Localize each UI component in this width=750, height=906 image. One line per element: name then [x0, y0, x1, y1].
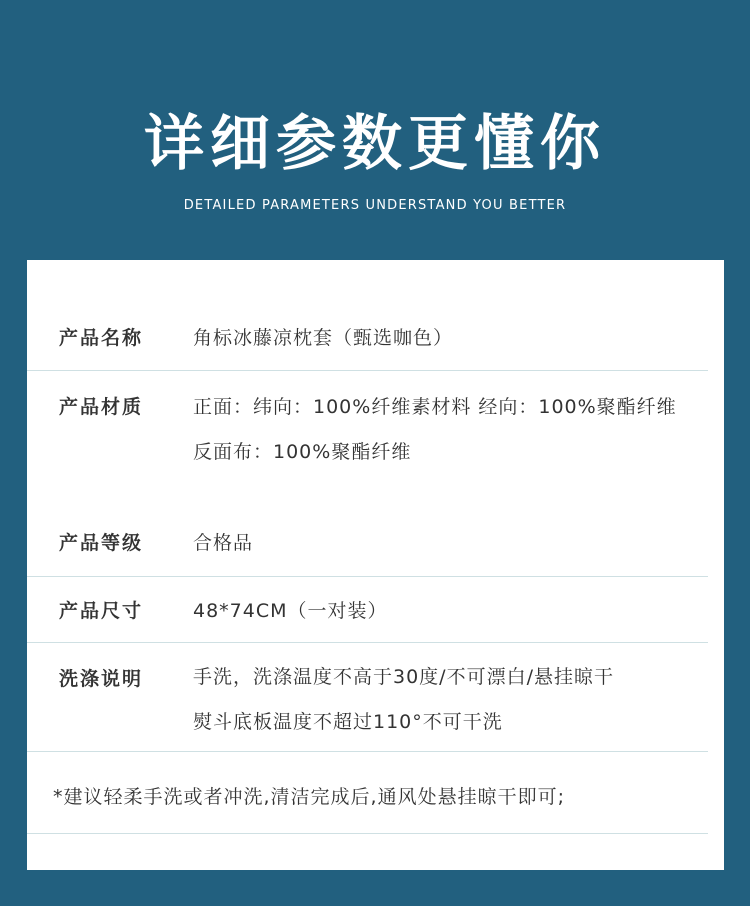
- param-value-grade: 合格品: [193, 532, 254, 554]
- row-divider: [27, 576, 708, 577]
- param-value-washing-line2: 熨斗底板温度不超过110°不可干洗: [193, 711, 503, 733]
- care-note: *建议轻柔手洗或者冲洗,清洁完成后,通风处悬挂晾干即可;: [53, 786, 565, 808]
- row-divider: [27, 642, 708, 643]
- param-value-material-line2: 反面布：100%聚酯纤维: [193, 441, 412, 463]
- param-value-name: 角标冰藤凉枕套（甄选咖色）: [193, 327, 454, 349]
- param-value-size: 48*74CM（一对装）: [193, 600, 388, 622]
- page-subtitle: DETAILED PARAMETERS UNDERSTAND YOU BETTER: [183, 198, 567, 213]
- row-divider: [27, 370, 708, 371]
- row-divider: [27, 833, 708, 834]
- param-value-washing-line1: 手洗，洗涤温度不高于30度/不可漂白/悬挂晾干: [193, 666, 614, 688]
- row-divider: [27, 751, 708, 752]
- param-label-grade: 产品等级: [59, 532, 144, 554]
- param-label-size: 产品尺寸: [59, 600, 144, 622]
- param-value-material-line1: 正面：纬向：100%纤维素材料 经向：100%聚酯纤维: [193, 396, 677, 418]
- parameters-card: [27, 260, 724, 870]
- param-label-material: 产品材质: [59, 396, 144, 418]
- page-title: 详细参数更懂你: [144, 109, 606, 179]
- param-label-washing: 洗涤说明: [59, 668, 144, 690]
- param-label-name: 产品名称: [59, 327, 144, 349]
